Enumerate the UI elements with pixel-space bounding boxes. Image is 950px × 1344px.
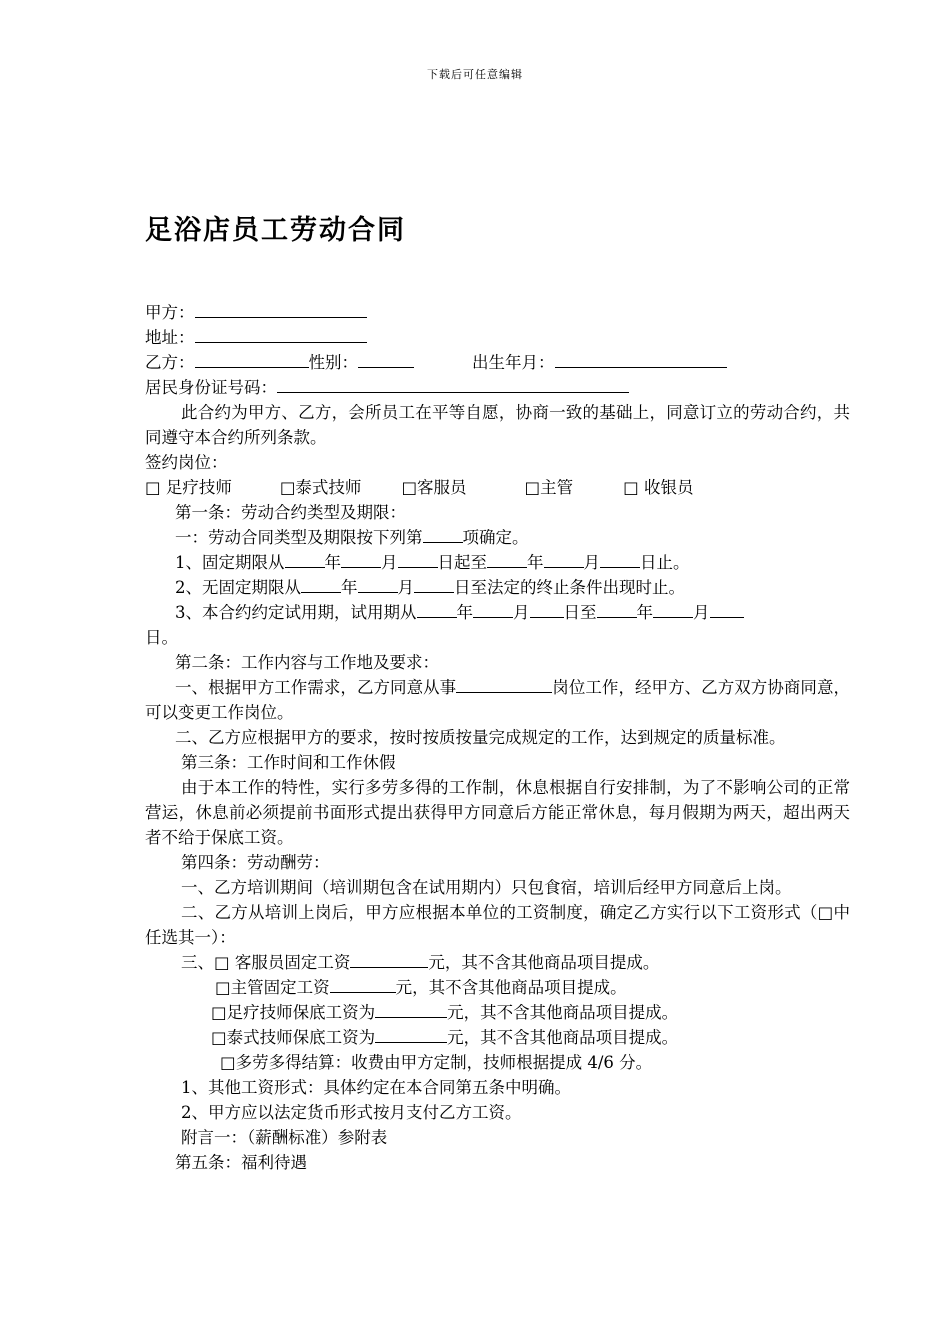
party-b-label: 乙方： — [145, 353, 195, 372]
id-label: 居民身份证号码： — [145, 378, 277, 397]
article-2-p2-text: 二、乙方应根据甲方的要求，按时按质按量完成规定的工作，达到规定的质量标准。 — [175, 728, 786, 747]
blank — [544, 550, 584, 568]
article-4-p1-text: 一、乙方培训期间（培训期包含在试用期内）只包食宿，培训后经甲方同意后上岗。 — [181, 878, 792, 897]
positions-line — [145, 475, 850, 500]
article-2-title — [145, 650, 850, 675]
address-label: 地址： — [145, 328, 195, 347]
article-1-line-1 — [145, 525, 850, 550]
year-label: 年 — [324, 553, 341, 572]
article-4-paragraph-1 — [145, 875, 850, 900]
wage-option-3-label: □足疗技师保底工资为 — [211, 1003, 376, 1022]
wage-option-foot-therapist — [145, 1000, 850, 1025]
article-4-note-2-text: 2、甲方应以法定货币形式按月支付乙方工资。 — [181, 1103, 522, 1122]
position-option-supervisor: □主管 — [524, 478, 574, 497]
address-blank — [195, 325, 367, 343]
position-option-foot-therapist: □ 足疗技师 — [145, 478, 232, 497]
article-3-text: 由于本工作的特性，实行多劳多得的工作制，休息根据自行安排制，为了不影响公司的正常营运，休息前必须提前书面形式提出获得甲方同意后方能正常休息，每月假期为两天，超出两天者不给于保底工资。 — [145, 778, 850, 847]
party-a-label: 甲方： — [145, 303, 195, 322]
day-to-label: 日至 — [563, 603, 597, 622]
wage-option-thai-therapist — [145, 1025, 850, 1050]
wage-blank — [330, 975, 396, 993]
article-1-line-2 — [145, 550, 850, 575]
appendix-note — [145, 1125, 850, 1150]
job-position-blank — [456, 675, 552, 693]
article-2-p1-end: 岗位工作，经甲方、乙方双方协商同意，可以变更工作岗位。 — [145, 678, 851, 722]
party-b-name-blank — [195, 350, 309, 368]
article-4-p2-text: 二、乙方从培训上岗后，甲方应根据本单位的工资制度，确定乙方实行以下工资形式（□中任选其一）： — [145, 903, 850, 947]
article-3-title-text: 第三条：工作时间和工作休假 — [181, 753, 396, 772]
wage-option-1-label: 三、□ 客服员固定工资 — [181, 953, 351, 972]
blank — [487, 550, 527, 568]
article-4-note-1 — [145, 1075, 850, 1100]
wage-option-5-text: □多劳多得结算：收费由甲方定制，技师根据提成 4/6 分。 — [220, 1053, 653, 1072]
article-4-title — [145, 850, 850, 875]
article-4-title-text: 第四条：劳动酬劳： — [181, 853, 330, 872]
article-2-title-text: 第二条：工作内容与工作地及要求： — [175, 653, 439, 672]
article-4-paragraph-2 — [145, 900, 850, 950]
position-option-cashier: □ 收银员 — [623, 478, 694, 497]
open-term-label: 2、无固定期限从 — [175, 578, 301, 597]
blank — [398, 550, 438, 568]
party-a-line — [145, 300, 850, 325]
wage-option-supervisor — [145, 975, 850, 1000]
open-term-end: 日至法定的终止条件出现时止。 — [454, 578, 685, 597]
blank — [530, 600, 564, 618]
wage-option-4-end: 元，其不含其他商品项目提成。 — [447, 1028, 679, 1047]
article-1-line-4-cont — [145, 625, 850, 650]
article-1-line-3 — [145, 575, 850, 600]
id-blank — [277, 375, 629, 393]
blank — [301, 575, 341, 593]
article-3-paragraph — [145, 775, 850, 850]
article-1-line-1-end: 项确定。 — [462, 528, 529, 547]
blank — [653, 600, 693, 618]
wage-option-commission — [145, 1050, 850, 1075]
page-header: 下载后可任意编辑 — [427, 68, 523, 81]
blank — [341, 550, 381, 568]
blank — [417, 600, 457, 618]
article-2-paragraph-2 — [145, 725, 850, 750]
blank — [414, 575, 454, 593]
birth-blank — [555, 350, 727, 368]
blank — [710, 600, 744, 618]
address-line — [145, 325, 850, 350]
wage-option-2-end: 元，其不含其他商品项目提成。 — [395, 978, 627, 997]
id-line — [145, 375, 850, 400]
article-1-line-4 — [145, 600, 850, 625]
year-label: 年 — [456, 603, 473, 622]
wage-option-4-label: □泰式技师保底工资为 — [211, 1028, 376, 1047]
party-a-blank — [195, 300, 367, 318]
positions-label-line — [145, 450, 850, 475]
party-b-line — [145, 350, 850, 375]
day-end-label: 日止。 — [640, 553, 690, 572]
term-choice-blank — [423, 525, 463, 543]
article-1-title — [145, 500, 850, 525]
intro-text: 此合约为甲方、乙方，会所员工在平等自愿，协商一致的基础上，同意订立的劳动合约，共同遵守本合约所列条款。 — [145, 403, 850, 447]
month-label: 月 — [583, 553, 600, 572]
day-final-label: 日。 — [145, 628, 178, 647]
wage-blank — [375, 1025, 447, 1043]
article-1-title-text: 第一条：劳动合约类型及期限： — [175, 503, 406, 522]
blank — [358, 575, 398, 593]
contract-title: 足浴店员工劳动合同 — [145, 215, 406, 246]
intro-paragraph — [145, 400, 850, 450]
month-label: 月 — [693, 603, 710, 622]
blank — [285, 550, 325, 568]
position-option-customer-service: □客服员 — [401, 478, 467, 497]
article-4-note-1-text: 1、其他工资形式：具体约定在本合同第五条中明确。 — [181, 1078, 571, 1097]
article-2-p1-start: 一、根据甲方工作需求，乙方同意从事 — [175, 678, 457, 697]
wage-option-2-label: □主管固定工资 — [215, 978, 330, 997]
month-label: 月 — [513, 603, 530, 622]
probation-label: 3、本合约约定试用期，试用期从 — [175, 603, 417, 622]
fixed-term-label: 1、固定期限从 — [175, 553, 285, 572]
article-2-paragraph-1 — [145, 675, 850, 725]
positions-label: 签约岗位： — [145, 453, 228, 472]
position-option-thai-therapist: □泰式技师 — [279, 478, 362, 497]
month-label: 月 — [381, 553, 398, 572]
year-label: 年 — [636, 603, 653, 622]
wage-option-customer-service — [145, 950, 850, 975]
appendix-text: 附言一：（薪酬标准）参附表 — [181, 1128, 388, 1147]
day-start-label: 日起至 — [437, 553, 487, 572]
gender-blank — [358, 350, 414, 368]
wage-option-3-end: 元，其不含其他商品项目提成。 — [447, 1003, 679, 1022]
year-label: 年 — [527, 553, 544, 572]
article-3-title — [145, 750, 850, 775]
contract-body — [145, 300, 850, 1175]
wage-blank — [375, 1000, 447, 1018]
year-label: 年 — [341, 578, 358, 597]
gender-label: 性别： — [308, 353, 358, 372]
blank — [473, 600, 513, 618]
wage-blank — [350, 950, 428, 968]
wage-option-1-end: 元，其不含其他商品项目提成。 — [428, 953, 660, 972]
month-label: 月 — [397, 578, 414, 597]
article-1-line-1-text: 一：劳动合同类型及期限按下列第 — [175, 528, 423, 547]
article-4-note-2 — [145, 1100, 850, 1125]
article-5-title — [145, 1150, 850, 1175]
birth-label: 出生年月： — [472, 353, 555, 372]
article-5-title-text: 第五条：福利待遇 — [175, 1153, 307, 1172]
blank — [600, 550, 640, 568]
blank — [597, 600, 637, 618]
